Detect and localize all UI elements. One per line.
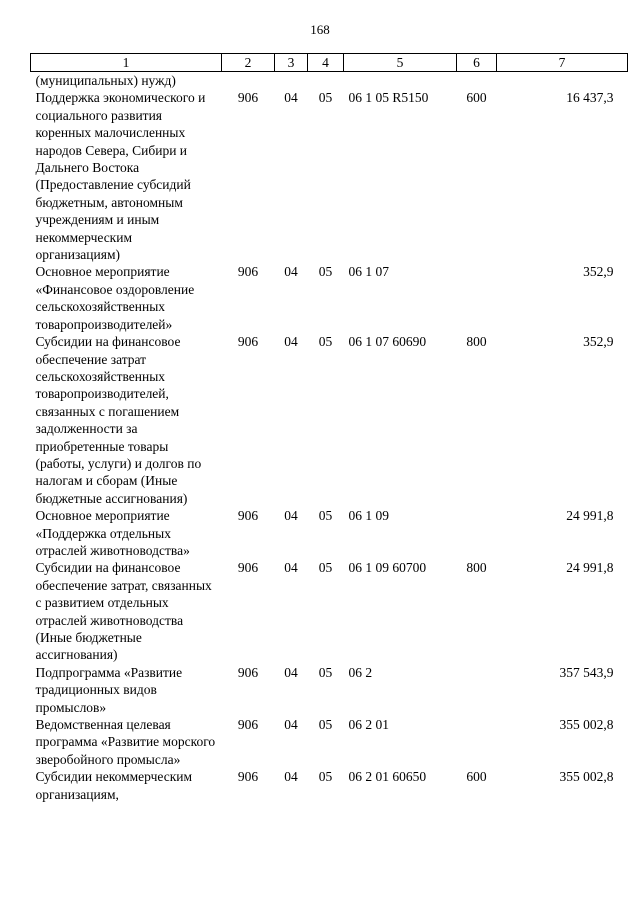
row-ministry: 906 xyxy=(237,664,259,680)
row-ministry: 906 xyxy=(237,560,259,576)
table-header xyxy=(31,54,628,72)
header-col-4: 4 xyxy=(308,54,344,72)
row-target: 06 1 07 xyxy=(348,264,389,280)
header-row xyxy=(31,54,628,72)
row-subsection: 05 xyxy=(318,717,333,733)
row-ministry: 906 xyxy=(237,717,259,733)
row-name: Субсидии на финансовое обеспечение затрат сельскохозяйственных товаропроизводителей, связанных с погашением задолженности за приобретенные товары (работы, услуги) и долгов по налогам и сборам (Иные бюджетные ассигнования) xyxy=(35,334,202,506)
table-row xyxy=(31,333,628,507)
row-section: 04 xyxy=(284,264,298,280)
row-amount: 355 002,8 xyxy=(559,717,614,733)
table-row xyxy=(31,664,628,716)
table-row xyxy=(31,263,628,333)
row-ministry: 906 xyxy=(237,508,259,524)
row-expense-type xyxy=(457,716,497,768)
row-name: (муниципальных) нужд) xyxy=(35,73,176,88)
row-name: Основное мероприятие «Финансовое оздоровление сельскохозяйственных товаропроизводителей» xyxy=(35,264,195,332)
row-amount: 16 437,3 xyxy=(566,90,614,106)
header-col-2: 2 xyxy=(222,54,275,72)
row-ministry: 906 xyxy=(237,334,259,350)
row-amount: 355 002,8 xyxy=(559,769,614,785)
row-name: Субсидии некоммерческим организациям, xyxy=(35,769,193,802)
row-ministry: 906 xyxy=(237,769,259,785)
row-ministry: 906 xyxy=(237,90,259,106)
header-col-5: 5 xyxy=(344,54,457,72)
row-amount: 24 991,8 xyxy=(566,560,614,576)
header-col-7: 7 xyxy=(497,54,628,72)
row-section: 04 xyxy=(284,508,298,524)
row-name: Субсидии на финансовое обеспечение затрат, связанных с развитием отдельных отраслей животноводства (Иные бюджетные ассигнования) xyxy=(35,560,212,663)
row-expense-type xyxy=(457,507,497,559)
row-expense-type: 800 xyxy=(466,560,487,576)
row-subsection: 05 xyxy=(318,664,333,680)
row-ministry xyxy=(222,72,275,90)
row-section xyxy=(275,72,308,90)
page-number: 168 xyxy=(310,22,330,37)
row-amount: 352,9 xyxy=(583,264,614,280)
row-target: 06 2 01 60650 xyxy=(348,769,427,785)
row-section: 04 xyxy=(284,664,298,680)
row-target: 06 2 01 xyxy=(348,717,389,733)
row-subsection: 05 xyxy=(318,769,333,785)
row-target: 06 1 07 60690 xyxy=(348,334,427,350)
header-col-6: 6 xyxy=(457,54,497,72)
row-target: 06 1 05 R5150 xyxy=(348,90,429,106)
row-subsection: 05 xyxy=(318,264,333,280)
table-row xyxy=(31,716,628,768)
row-section: 04 xyxy=(284,334,298,350)
row-subsection: 05 xyxy=(318,508,333,524)
row-expense-type: 800 xyxy=(466,334,487,350)
row-subsection xyxy=(308,72,344,90)
row-amount: 24 991,8 xyxy=(566,508,614,524)
row-amount xyxy=(497,72,628,90)
row-target: 06 1 09 60700 xyxy=(348,560,427,576)
row-expense-type: 600 xyxy=(466,769,487,785)
budget-table xyxy=(30,53,628,803)
row-ministry: 906 xyxy=(237,264,259,280)
row-name: Подпрограмма «Развитие традиционных видов промыслов» xyxy=(35,664,183,715)
row-subsection: 05 xyxy=(318,560,333,576)
table-row xyxy=(31,768,628,803)
row-name: Ведомственная целевая программа «Развитие морского зверобойного промысла» xyxy=(35,717,216,767)
row-section: 04 xyxy=(284,717,298,733)
row-target: 06 1 09 xyxy=(348,508,389,524)
row-expense-type xyxy=(457,72,497,90)
row-section: 04 xyxy=(284,769,298,785)
table-row xyxy=(31,89,628,263)
table-body xyxy=(31,72,628,804)
table-row xyxy=(31,507,628,559)
row-expense-type xyxy=(457,664,497,716)
row-target xyxy=(344,72,457,90)
row-amount: 357 543,9 xyxy=(559,664,614,680)
table-row xyxy=(31,559,628,663)
row-subsection: 05 xyxy=(318,90,333,106)
row-amount: 352,9 xyxy=(583,334,614,350)
table-row xyxy=(31,72,628,90)
row-expense-type xyxy=(457,263,497,333)
row-expense-type: 600 xyxy=(466,90,487,106)
header-col-1: 1 xyxy=(31,54,222,72)
row-subsection: 05 xyxy=(318,334,333,350)
row-section: 04 xyxy=(284,560,298,576)
row-name: Основное мероприятие «Поддержка отдельных отраслей животноводства» xyxy=(35,508,190,558)
row-target: 06 2 xyxy=(348,664,373,680)
row-section: 04 xyxy=(284,90,298,106)
row-name: Поддержка экономического и социального развития коренных малочисленных народов Севера, Сибири и Дальнего Востока (Предоставление субсидий бюджетным, автономным учреждениям и иным некоммерческим организациям) xyxy=(35,90,206,263)
header-col-3: 3 xyxy=(275,54,308,72)
